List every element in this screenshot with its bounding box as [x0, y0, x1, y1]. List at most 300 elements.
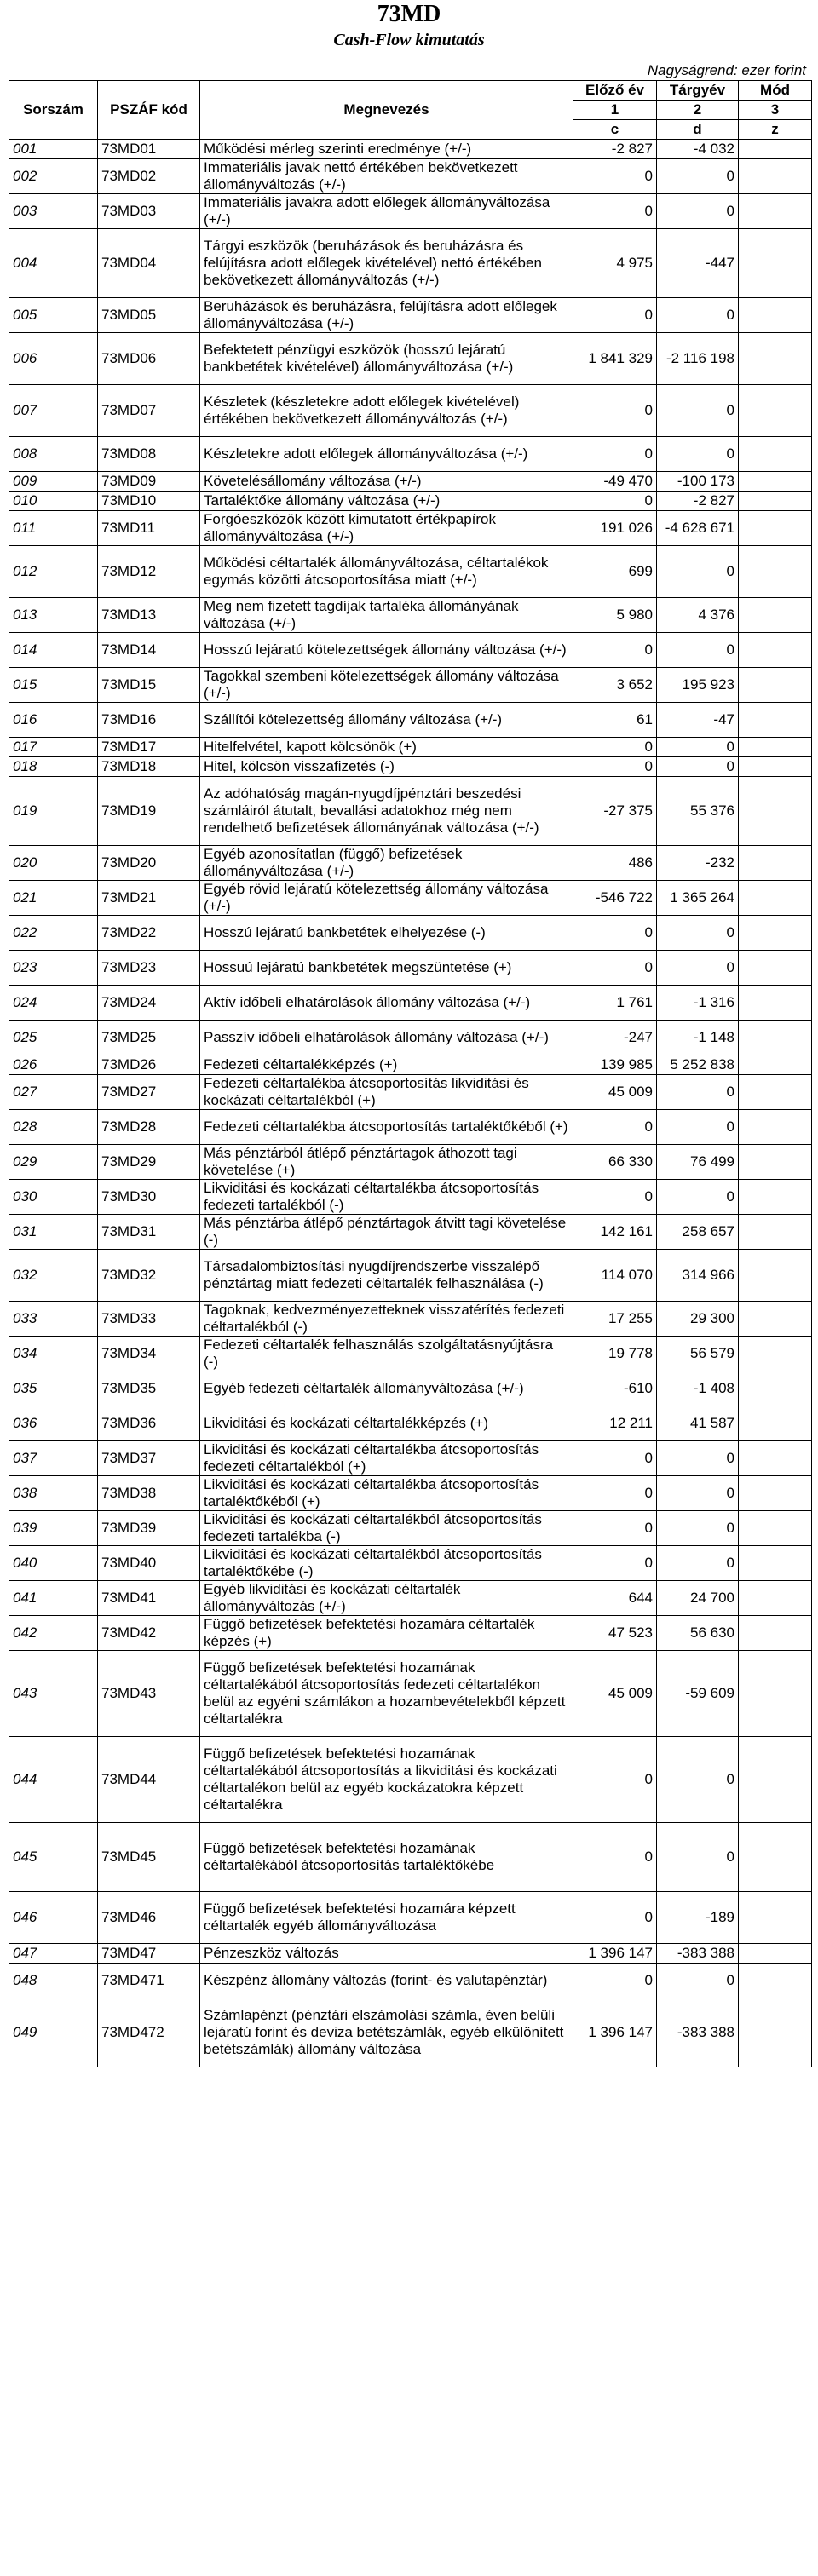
row-mod	[739, 1651, 812, 1737]
row-megnevezes: Hitelfelvétel, kapott kölcsönök (+)	[200, 738, 573, 757]
row-sorszam: 008	[9, 437, 98, 472]
row-mod	[739, 1337, 812, 1371]
row-megnevezes: Likviditási és kockázati céltartalékból átcsoportosítás tartaléktőkébe (-)	[200, 1546, 573, 1581]
row-sorszam: 005	[9, 298, 98, 333]
table-row	[9, 1371, 812, 1406]
row-mod	[739, 194, 812, 229]
row-targyev: 0	[657, 1511, 739, 1546]
row-elozo-ev: 0	[573, 1110, 657, 1145]
row-megnevezes: Működési mérleg szerinti eredménye (+/-)	[200, 140, 573, 159]
document-subtitle: Cash-Flow kimutatás	[333, 31, 485, 49]
table-row	[9, 1823, 812, 1892]
table-row	[9, 916, 812, 951]
table-row	[9, 703, 812, 738]
row-sorszam: 017	[9, 738, 98, 757]
table-row	[9, 1737, 812, 1823]
row-elozo-ev: 17 255	[573, 1302, 657, 1337]
row-mod	[739, 703, 812, 738]
row-pszaf-kod: 73MD15	[98, 668, 200, 703]
row-mod	[739, 1075, 812, 1110]
row-sorszam: 003	[9, 194, 98, 229]
row-pszaf-kod: 73MD11	[98, 511, 200, 546]
row-elozo-ev: 4 975	[573, 229, 657, 298]
row-megnevezes: Tárgyi eszközök (beruházások és beruházásra és felújításra adott előlegek kivételével) nettó értékében bekövetkezett állományváltozás (+/-)	[200, 229, 573, 298]
row-pszaf-kod: 73MD05	[98, 298, 200, 333]
row-sorszam: 038	[9, 1476, 98, 1511]
row-megnevezes: Készletek (készletekre adott előlegek kivételével) értékében bekövetkezett állományváltozás (+/-)	[200, 385, 573, 437]
row-elozo-ev: 1 761	[573, 986, 657, 1021]
row-elozo-ev: 66 330	[573, 1145, 657, 1180]
row-elozo-ev: 1 396 147	[573, 1944, 657, 1964]
row-megnevezes: Meg nem fizetett tagdíjak tartaléka állományának változása (+/-)	[200, 598, 573, 633]
row-elozo-ev: 0	[573, 916, 657, 951]
row-megnevezes: Hosszú lejáratú kötelezettségek állomány változása (+/-)	[200, 633, 573, 668]
row-targyev: -59 609	[657, 1651, 739, 1737]
row-pszaf-kod: 73MD29	[98, 1145, 200, 1180]
row-sorszam: 001	[9, 140, 98, 159]
row-pszaf-kod: 73MD37	[98, 1441, 200, 1476]
row-targyev: 314 966	[657, 1250, 739, 1302]
row-megnevezes: Fedezeti céltartalék felhasználás szolgáltatásnyújtásra (-)	[200, 1337, 573, 1371]
row-pszaf-kod: 73MD41	[98, 1581, 200, 1616]
table-row	[9, 986, 812, 1021]
row-sorszam: 002	[9, 159, 98, 194]
row-targyev: 0	[657, 916, 739, 951]
row-sorszam: 048	[9, 1964, 98, 1998]
row-pszaf-kod: 73MD27	[98, 1075, 200, 1110]
table-row	[9, 1302, 812, 1337]
header-mod: Mód	[739, 81, 812, 101]
row-elozo-ev: 114 070	[573, 1250, 657, 1302]
table-row	[9, 1406, 812, 1441]
row-mod	[739, 511, 812, 546]
table-row	[9, 194, 812, 229]
table-row	[9, 1944, 812, 1964]
table-row	[9, 1441, 812, 1476]
row-megnevezes: Fedezeti céltartalékba átcsoportosítás likviditási és kockázati céltartalékból (+)	[200, 1075, 573, 1110]
row-pszaf-kod: 73MD25	[98, 1021, 200, 1055]
row-megnevezes: Az adóhatóság magán-nyugdíjpénztári beszedési számláiról átutalt, bevallási adatokhoz még nem rendelhető befizetések állományának változása (+/-)	[200, 777, 573, 846]
row-mod	[739, 1823, 812, 1892]
row-pszaf-kod: 73MD21	[98, 881, 200, 916]
row-mod	[739, 1215, 812, 1250]
row-mod	[739, 1180, 812, 1215]
row-elozo-ev: 0	[573, 298, 657, 333]
row-sorszam: 020	[9, 846, 98, 881]
header-letter-z: z	[739, 120, 812, 140]
row-pszaf-kod: 73MD13	[98, 598, 200, 633]
row-megnevezes: Szállítói kötelezettség állomány változása (+/-)	[200, 703, 573, 738]
row-targyev: -100 173	[657, 472, 739, 492]
row-mod	[739, 1110, 812, 1145]
table-row	[9, 1616, 812, 1651]
row-targyev: 76 499	[657, 1145, 739, 1180]
row-sorszam: 011	[9, 511, 98, 546]
row-sorszam: 047	[9, 1944, 98, 1964]
row-elozo-ev: 1 841 329	[573, 333, 657, 385]
row-megnevezes: Pénzeszköz változás	[200, 1944, 573, 1964]
row-mod	[739, 1616, 812, 1651]
row-elozo-ev: -546 722	[573, 881, 657, 916]
table-row	[9, 546, 812, 598]
row-targyev: -447	[657, 229, 739, 298]
row-sorszam: 032	[9, 1250, 98, 1302]
row-sorszam: 029	[9, 1145, 98, 1180]
row-elozo-ev: 61	[573, 703, 657, 738]
row-elozo-ev: -49 470	[573, 472, 657, 492]
row-mod	[739, 1441, 812, 1476]
table-row	[9, 951, 812, 986]
table-row	[9, 1892, 812, 1944]
row-sorszam: 044	[9, 1737, 98, 1823]
row-targyev: -1 316	[657, 986, 739, 1021]
row-targyev: 56 630	[657, 1616, 739, 1651]
row-elozo-ev: 139 985	[573, 1055, 657, 1075]
row-megnevezes: Immateriális javak nettó értékében bekövetkezett állományváltozás (+/-)	[200, 159, 573, 194]
row-megnevezes: Követelésállomány változása (+/-)	[200, 472, 573, 492]
row-pszaf-kod: 73MD10	[98, 492, 200, 511]
row-sorszam: 043	[9, 1651, 98, 1737]
row-targyev: 1 365 264	[657, 881, 739, 916]
row-sorszam: 049	[9, 1998, 98, 2067]
row-pszaf-kod: 73MD39	[98, 1511, 200, 1546]
header-letter-d: d	[657, 120, 739, 140]
row-pszaf-kod: 73MD42	[98, 1616, 200, 1651]
row-pszaf-kod: 73MD34	[98, 1337, 200, 1371]
row-megnevezes: Függő befizetések befektetési hozamának céltartalékából átcsoportosítás tartaléktőkébe	[200, 1823, 573, 1892]
row-targyev: 0	[657, 1546, 739, 1581]
row-mod	[739, 1406, 812, 1441]
row-pszaf-kod: 73MD09	[98, 472, 200, 492]
row-targyev: 0	[657, 194, 739, 229]
row-sorszam: 014	[9, 633, 98, 668]
row-sorszam: 004	[9, 229, 98, 298]
table-row	[9, 333, 812, 385]
row-pszaf-kod: 73MD19	[98, 777, 200, 846]
header-num-2: 2	[657, 101, 739, 120]
row-pszaf-kod: 73MD14	[98, 633, 200, 668]
table-row	[9, 1964, 812, 1998]
row-elozo-ev: 0	[573, 1180, 657, 1215]
row-mod	[739, 633, 812, 668]
row-sorszam: 033	[9, 1302, 98, 1337]
row-pszaf-kod: 73MD32	[98, 1250, 200, 1302]
row-sorszam: 019	[9, 777, 98, 846]
row-megnevezes: Likviditási és kockázati céltartalékba átcsoportosítás fedezeti tartalékból (-)	[200, 1180, 573, 1215]
row-sorszam: 016	[9, 703, 98, 738]
row-sorszam: 039	[9, 1511, 98, 1546]
table-row	[9, 1215, 812, 1250]
row-megnevezes: Immateriális javakra adott előlegek állományváltozása (+/-)	[200, 194, 573, 229]
row-sorszam: 022	[9, 916, 98, 951]
row-targyev: 41 587	[657, 1406, 739, 1441]
row-targyev: 0	[657, 298, 739, 333]
row-pszaf-kod: 73MD43	[98, 1651, 200, 1737]
row-megnevezes: Egyéb rövid lejáratú kötelezettség állomány változása (+/-)	[200, 881, 573, 916]
row-sorszam: 024	[9, 986, 98, 1021]
row-sorszam: 036	[9, 1406, 98, 1441]
row-elozo-ev: 0	[573, 1511, 657, 1546]
row-sorszam: 031	[9, 1215, 98, 1250]
row-elozo-ev: 0	[573, 738, 657, 757]
table-row	[9, 633, 812, 668]
row-sorszam: 035	[9, 1371, 98, 1406]
row-pszaf-kod: 73MD30	[98, 1180, 200, 1215]
row-megnevezes: Működési céltartalék állományváltozása, céltartalékok egymás közötti átcsoportosítása miatt (+/-)	[200, 546, 573, 598]
table-row	[9, 1546, 812, 1581]
row-mod	[739, 598, 812, 633]
row-targyev: 24 700	[657, 1581, 739, 1616]
row-targyev: 0	[657, 159, 739, 194]
row-pszaf-kod: 73MD472	[98, 1998, 200, 2067]
row-targyev: 0	[657, 1110, 739, 1145]
row-targyev: 0	[657, 633, 739, 668]
row-targyev: 0	[657, 385, 739, 437]
header-letter-c: c	[573, 120, 657, 140]
row-mod	[739, 1944, 812, 1964]
row-megnevezes: Likviditási és kockázati céltartalékból átcsoportosítás fedezeti tartalékba (-)	[200, 1511, 573, 1546]
row-mod	[739, 333, 812, 385]
row-mod	[739, 1737, 812, 1823]
row-megnevezes: Készpénz állomány változás (forint- és valutapénztár)	[200, 1964, 573, 1998]
row-megnevezes: Befektetett pénzügyi eszközök (hosszú lejáratú bankbetétek kivételével) állományváltozása (+/-)	[200, 333, 573, 385]
table-row	[9, 1651, 812, 1737]
row-megnevezes: Készletekre adott előlegek állományváltozása (+/-)	[200, 437, 573, 472]
row-mod	[739, 1998, 812, 2067]
row-megnevezes: Tartaléktőke állomány változása (+/-)	[200, 492, 573, 511]
row-pszaf-kod: 73MD40	[98, 1546, 200, 1581]
row-elozo-ev: 0	[573, 757, 657, 777]
table-row	[9, 598, 812, 633]
row-elozo-ev: 0	[573, 1823, 657, 1892]
row-sorszam: 025	[9, 1021, 98, 1055]
row-megnevezes: Függő befizetések befektetési hozamára képzett céltartalék egyéb állományváltozása	[200, 1892, 573, 1944]
row-mod	[739, 472, 812, 492]
table-row	[9, 385, 812, 437]
row-mod	[739, 668, 812, 703]
row-elozo-ev: 0	[573, 1476, 657, 1511]
table-row	[9, 1998, 812, 2067]
row-megnevezes: Tagoknak, kedvezményezetteknek visszatérítés fedezeti céltartalékból (-)	[200, 1302, 573, 1337]
row-targyev: 5 252 838	[657, 1055, 739, 1075]
table-body	[9, 140, 812, 2067]
table-row	[9, 511, 812, 546]
row-mod	[739, 1964, 812, 1998]
row-mod	[739, 159, 812, 194]
row-pszaf-kod: 73MD38	[98, 1476, 200, 1511]
row-mod	[739, 437, 812, 472]
row-targyev: 0	[657, 1180, 739, 1215]
table-row	[9, 1055, 812, 1075]
row-targyev: 0	[657, 951, 739, 986]
row-mod	[739, 1511, 812, 1546]
row-megnevezes: Passzív időbeli elhatárolások állomány változása (+/-)	[200, 1021, 573, 1055]
row-pszaf-kod: 73MD01	[98, 140, 200, 159]
row-sorszam: 026	[9, 1055, 98, 1075]
table-row	[9, 738, 812, 757]
row-targyev: -232	[657, 846, 739, 881]
row-sorszam: 010	[9, 492, 98, 511]
table-row	[9, 1180, 812, 1215]
row-targyev: -2 116 198	[657, 333, 739, 385]
row-targyev: -4 628 671	[657, 511, 739, 546]
row-mod	[739, 1371, 812, 1406]
table-row	[9, 757, 812, 777]
row-elozo-ev: -610	[573, 1371, 657, 1406]
row-sorszam: 018	[9, 757, 98, 777]
row-megnevezes: Forgóeszközök között kimutatott értékpapírok állományváltozása (+/-)	[200, 511, 573, 546]
row-mod	[739, 298, 812, 333]
table-row	[9, 1250, 812, 1302]
row-megnevezes: Likviditási és kockázati céltartalékképzés (+)	[200, 1406, 573, 1441]
row-elozo-ev: 45 009	[573, 1651, 657, 1737]
row-elozo-ev: 0	[573, 1441, 657, 1476]
row-mod	[739, 1145, 812, 1180]
row-targyev: 0	[657, 757, 739, 777]
row-mod	[739, 1250, 812, 1302]
row-targyev: -383 388	[657, 1944, 739, 1964]
row-megnevezes: Aktív időbeli elhatárolások állomány változása (+/-)	[200, 986, 573, 1021]
row-elozo-ev: 699	[573, 546, 657, 598]
row-mod	[739, 546, 812, 598]
row-mod	[739, 951, 812, 986]
row-targyev: -189	[657, 1892, 739, 1944]
row-megnevezes: Fedezeti céltartalékképzés (+)	[200, 1055, 573, 1075]
row-megnevezes: Hosszú lejáratú bankbetétek elhelyezése (-)	[200, 916, 573, 951]
row-elozo-ev: 1 396 147	[573, 1998, 657, 2067]
row-mod	[739, 1581, 812, 1616]
row-elozo-ev: 45 009	[573, 1075, 657, 1110]
row-elozo-ev: 19 778	[573, 1337, 657, 1371]
row-mod	[739, 1021, 812, 1055]
row-pszaf-kod: 73MD24	[98, 986, 200, 1021]
row-megnevezes: Más pénztárból átlépő pénztártagok áthozott tagi követelése (+)	[200, 1145, 573, 1180]
table-row	[9, 298, 812, 333]
row-targyev: 0	[657, 1075, 739, 1110]
row-sorszam: 007	[9, 385, 98, 437]
row-pszaf-kod: 73MD03	[98, 194, 200, 229]
row-elozo-ev: 12 211	[573, 1406, 657, 1441]
row-elozo-ev: 0	[573, 633, 657, 668]
row-mod	[739, 1476, 812, 1511]
row-megnevezes: Függő befizetések befektetési hozamára céltartalék képzés (+)	[200, 1616, 573, 1651]
row-elozo-ev: 47 523	[573, 1616, 657, 1651]
row-megnevezes: Egyéb azonosítatlan (függő) befizetések állományváltozása (+/-)	[200, 846, 573, 881]
row-elozo-ev: -2 827	[573, 140, 657, 159]
header-elozo-ev: Előző év	[573, 81, 657, 101]
row-pszaf-kod: 73MD23	[98, 951, 200, 986]
row-pszaf-kod: 73MD28	[98, 1110, 200, 1145]
row-targyev: -383 388	[657, 1998, 739, 2067]
row-targyev: 55 376	[657, 777, 739, 846]
row-pszaf-kod: 73MD16	[98, 703, 200, 738]
row-elozo-ev: 0	[573, 951, 657, 986]
row-pszaf-kod: 73MD22	[98, 916, 200, 951]
row-pszaf-kod: 73MD07	[98, 385, 200, 437]
table-row	[9, 1021, 812, 1055]
row-targyev: 4 376	[657, 598, 739, 633]
table-row	[9, 1476, 812, 1511]
row-megnevezes: Beruházások és beruházásra, felújításra adott előlegek állományváltozása (+/-)	[200, 298, 573, 333]
row-sorszam: 015	[9, 668, 98, 703]
row-targyev: 0	[657, 1737, 739, 1823]
row-pszaf-kod: 73MD12	[98, 546, 200, 598]
row-pszaf-kod: 73MD08	[98, 437, 200, 472]
row-elozo-ev: 142 161	[573, 1215, 657, 1250]
table-row	[9, 881, 812, 916]
row-sorszam: 030	[9, 1180, 98, 1215]
header-megnevezes: Megnevezés	[200, 81, 573, 140]
row-mod	[739, 757, 812, 777]
row-elozo-ev: 0	[573, 1737, 657, 1823]
row-pszaf-kod: 73MD26	[98, 1055, 200, 1075]
row-mod	[739, 881, 812, 916]
row-mod	[739, 1546, 812, 1581]
table-row	[9, 1337, 812, 1371]
row-mod	[739, 846, 812, 881]
cashflow-table	[9, 80, 812, 2067]
row-targyev: 0	[657, 1964, 739, 1998]
row-pszaf-kod: 73MD18	[98, 757, 200, 777]
row-sorszam: 021	[9, 881, 98, 916]
row-pszaf-kod: 73MD45	[98, 1823, 200, 1892]
row-pszaf-kod: 73MD06	[98, 333, 200, 385]
row-targyev: 0	[657, 437, 739, 472]
row-elozo-ev: 5 980	[573, 598, 657, 633]
row-targyev: 0	[657, 1823, 739, 1892]
row-sorszam: 045	[9, 1823, 98, 1892]
row-targyev: -47	[657, 703, 739, 738]
row-pszaf-kod: 73MD33	[98, 1302, 200, 1337]
row-mod	[739, 1055, 812, 1075]
row-megnevezes: Egyéb fedezeti céltartalék állományváltozása (+/-)	[200, 1371, 573, 1406]
table-row	[9, 846, 812, 881]
row-targyev: -1 408	[657, 1371, 739, 1406]
row-sorszam: 023	[9, 951, 98, 986]
table-row	[9, 1145, 812, 1180]
row-elozo-ev: -247	[573, 1021, 657, 1055]
row-sorszam: 041	[9, 1581, 98, 1616]
row-sorszam: 028	[9, 1110, 98, 1145]
row-pszaf-kod: 73MD36	[98, 1406, 200, 1441]
row-elozo-ev: 191 026	[573, 511, 657, 546]
row-sorszam: 027	[9, 1075, 98, 1110]
table-row	[9, 472, 812, 492]
row-elozo-ev: 0	[573, 194, 657, 229]
row-elozo-ev: 0	[573, 385, 657, 437]
row-mod	[739, 140, 812, 159]
row-pszaf-kod: 73MD471	[98, 1964, 200, 1998]
row-targyev: 0	[657, 738, 739, 757]
row-megnevezes: Számlapénzt (pénztári elszámolási számla, éven belüli lejáratú forint és deviza betétszámlák, egyéb elkülönített betétszámlák) állomány változása	[200, 1998, 573, 2067]
table-row	[9, 229, 812, 298]
row-sorszam: 037	[9, 1441, 98, 1476]
row-pszaf-kod: 73MD31	[98, 1215, 200, 1250]
row-megnevezes: Társadalombiztosítási nyugdíjrendszerbe visszalépő pénztártag miatt fedezeti céltartalék felhasználása (-)	[200, 1250, 573, 1302]
row-elozo-ev: 644	[573, 1581, 657, 1616]
row-mod	[739, 738, 812, 757]
row-targyev: 258 657	[657, 1215, 739, 1250]
row-targyev: -2 827	[657, 492, 739, 511]
row-megnevezes: Fedezeti céltartalékba átcsoportosítás tartaléktőkéből (+)	[200, 1110, 573, 1145]
table-row	[9, 1075, 812, 1110]
row-pszaf-kod: 73MD04	[98, 229, 200, 298]
row-pszaf-kod: 73MD17	[98, 738, 200, 757]
row-mod	[739, 1302, 812, 1337]
header-pszaf-kod: PSZÁF kód	[98, 81, 200, 140]
row-elozo-ev: -27 375	[573, 777, 657, 846]
row-pszaf-kod: 73MD20	[98, 846, 200, 881]
